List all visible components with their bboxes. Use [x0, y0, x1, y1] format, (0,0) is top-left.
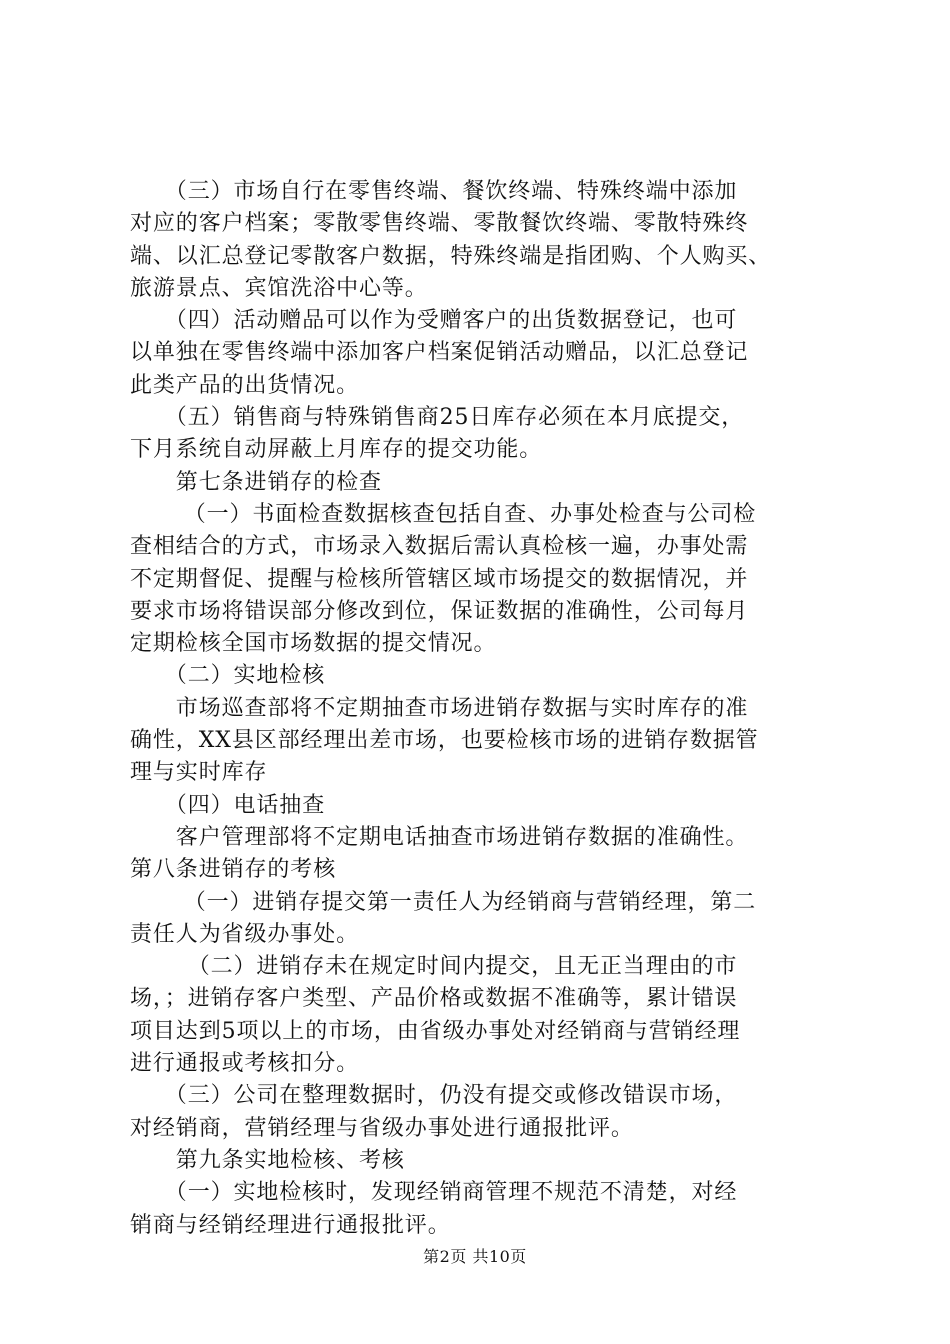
text-line: 定期检核全国市场数据的提交情况。 [130, 631, 497, 657]
section-heading: 第七条进销存的检查 [130, 469, 382, 495]
text-line: 对应的客户档案；零散零售终端、零散餐饮终端、零散特殊终 [130, 211, 749, 237]
text-line: （一）实地检核时，发现经销商管理不规范不清楚，对经 [130, 1180, 738, 1206]
section-heading: 第九条实地检核、考核 [130, 1147, 405, 1173]
text-line: 对经销商，营销经理与省级办事处进行通报批评。 [130, 1115, 634, 1141]
text-line: 场，；进销存客户类型、产品价格或数据不准确等，累计错误 [130, 986, 738, 1012]
subsection-heading: （二）实地检核 [130, 663, 326, 689]
text-line: 责任人为省级办事处。 [130, 921, 360, 947]
text-line: 要求市场将错误部分修改到位，保证数据的准确性，公司每月 [130, 598, 749, 624]
text-line: 市场巡查部将不定期抽查市场进销存数据与实时库存的准 [130, 695, 749, 721]
text-line: （五）销售商与特殊销售商25日库存必须在本月底提交， [130, 405, 745, 431]
page-number-footer: 第2页 共10页 [423, 1247, 527, 1266]
text-line: 旅游景点、宾馆洗浴中心等。 [130, 275, 428, 301]
text-line: 理与实时库存 [130, 760, 268, 786]
text-line: 项目达到5项以上的市场，由省级办事处对经销商与营销经理 [130, 1018, 741, 1044]
document-body [130, 176, 830, 1242]
text-line: 下月系统自动屏蔽上月库存的提交功能。 [130, 437, 543, 463]
text-line: （三）市场自行在零售终端、餐饮终端、特殊终端中添加 [130, 179, 738, 204]
text-line: 此类产品的出货情况。 [130, 372, 360, 398]
text-line: 销商与经销经理进行通报批评。 [130, 1212, 451, 1238]
text-line: 不定期督促、提醒与检核所管辖区域市场提交的数据情况，并 [130, 566, 749, 592]
text-line: （四）活动赠品可以作为受赠客户的出货数据登记，也可 [130, 308, 738, 334]
text-line: 进行通报或考核扣分。 [130, 1051, 360, 1077]
text-line: （一）书面检查数据核查包括自查、办事处检查与公司检 [130, 501, 757, 527]
text-line: 客户管理部将不定期电话抽查市场进销存数据的准确性。 [130, 824, 749, 850]
section-heading: 第八条进销存的考核 [130, 857, 337, 883]
text-line: 端、以汇总登记零散客户数据，特殊终端是指团购、个人购买、 [130, 243, 772, 269]
text-line: （一）进销存提交第一责任人为经销商与营销经理，第二 [130, 889, 757, 915]
text-line: 以单独在零售终端中添加客户档案促销活动赠品，以汇总登记 [130, 340, 749, 366]
text-line: 查相结合的方式，市场录入数据后需认真检核一遍，办事处需 [130, 534, 749, 560]
text-line: （三）公司在整理数据时，仍没有提交或修改错误市场， [130, 1083, 738, 1109]
text-line: （二）进销存未在规定时间内提交，且无正当理由的市 [130, 954, 738, 980]
subsection-heading: （四）电话抽查 [130, 792, 326, 818]
text-line: 确性，XX县区部经理出差市场，也要检核市场的进销存数据管 [130, 728, 759, 754]
